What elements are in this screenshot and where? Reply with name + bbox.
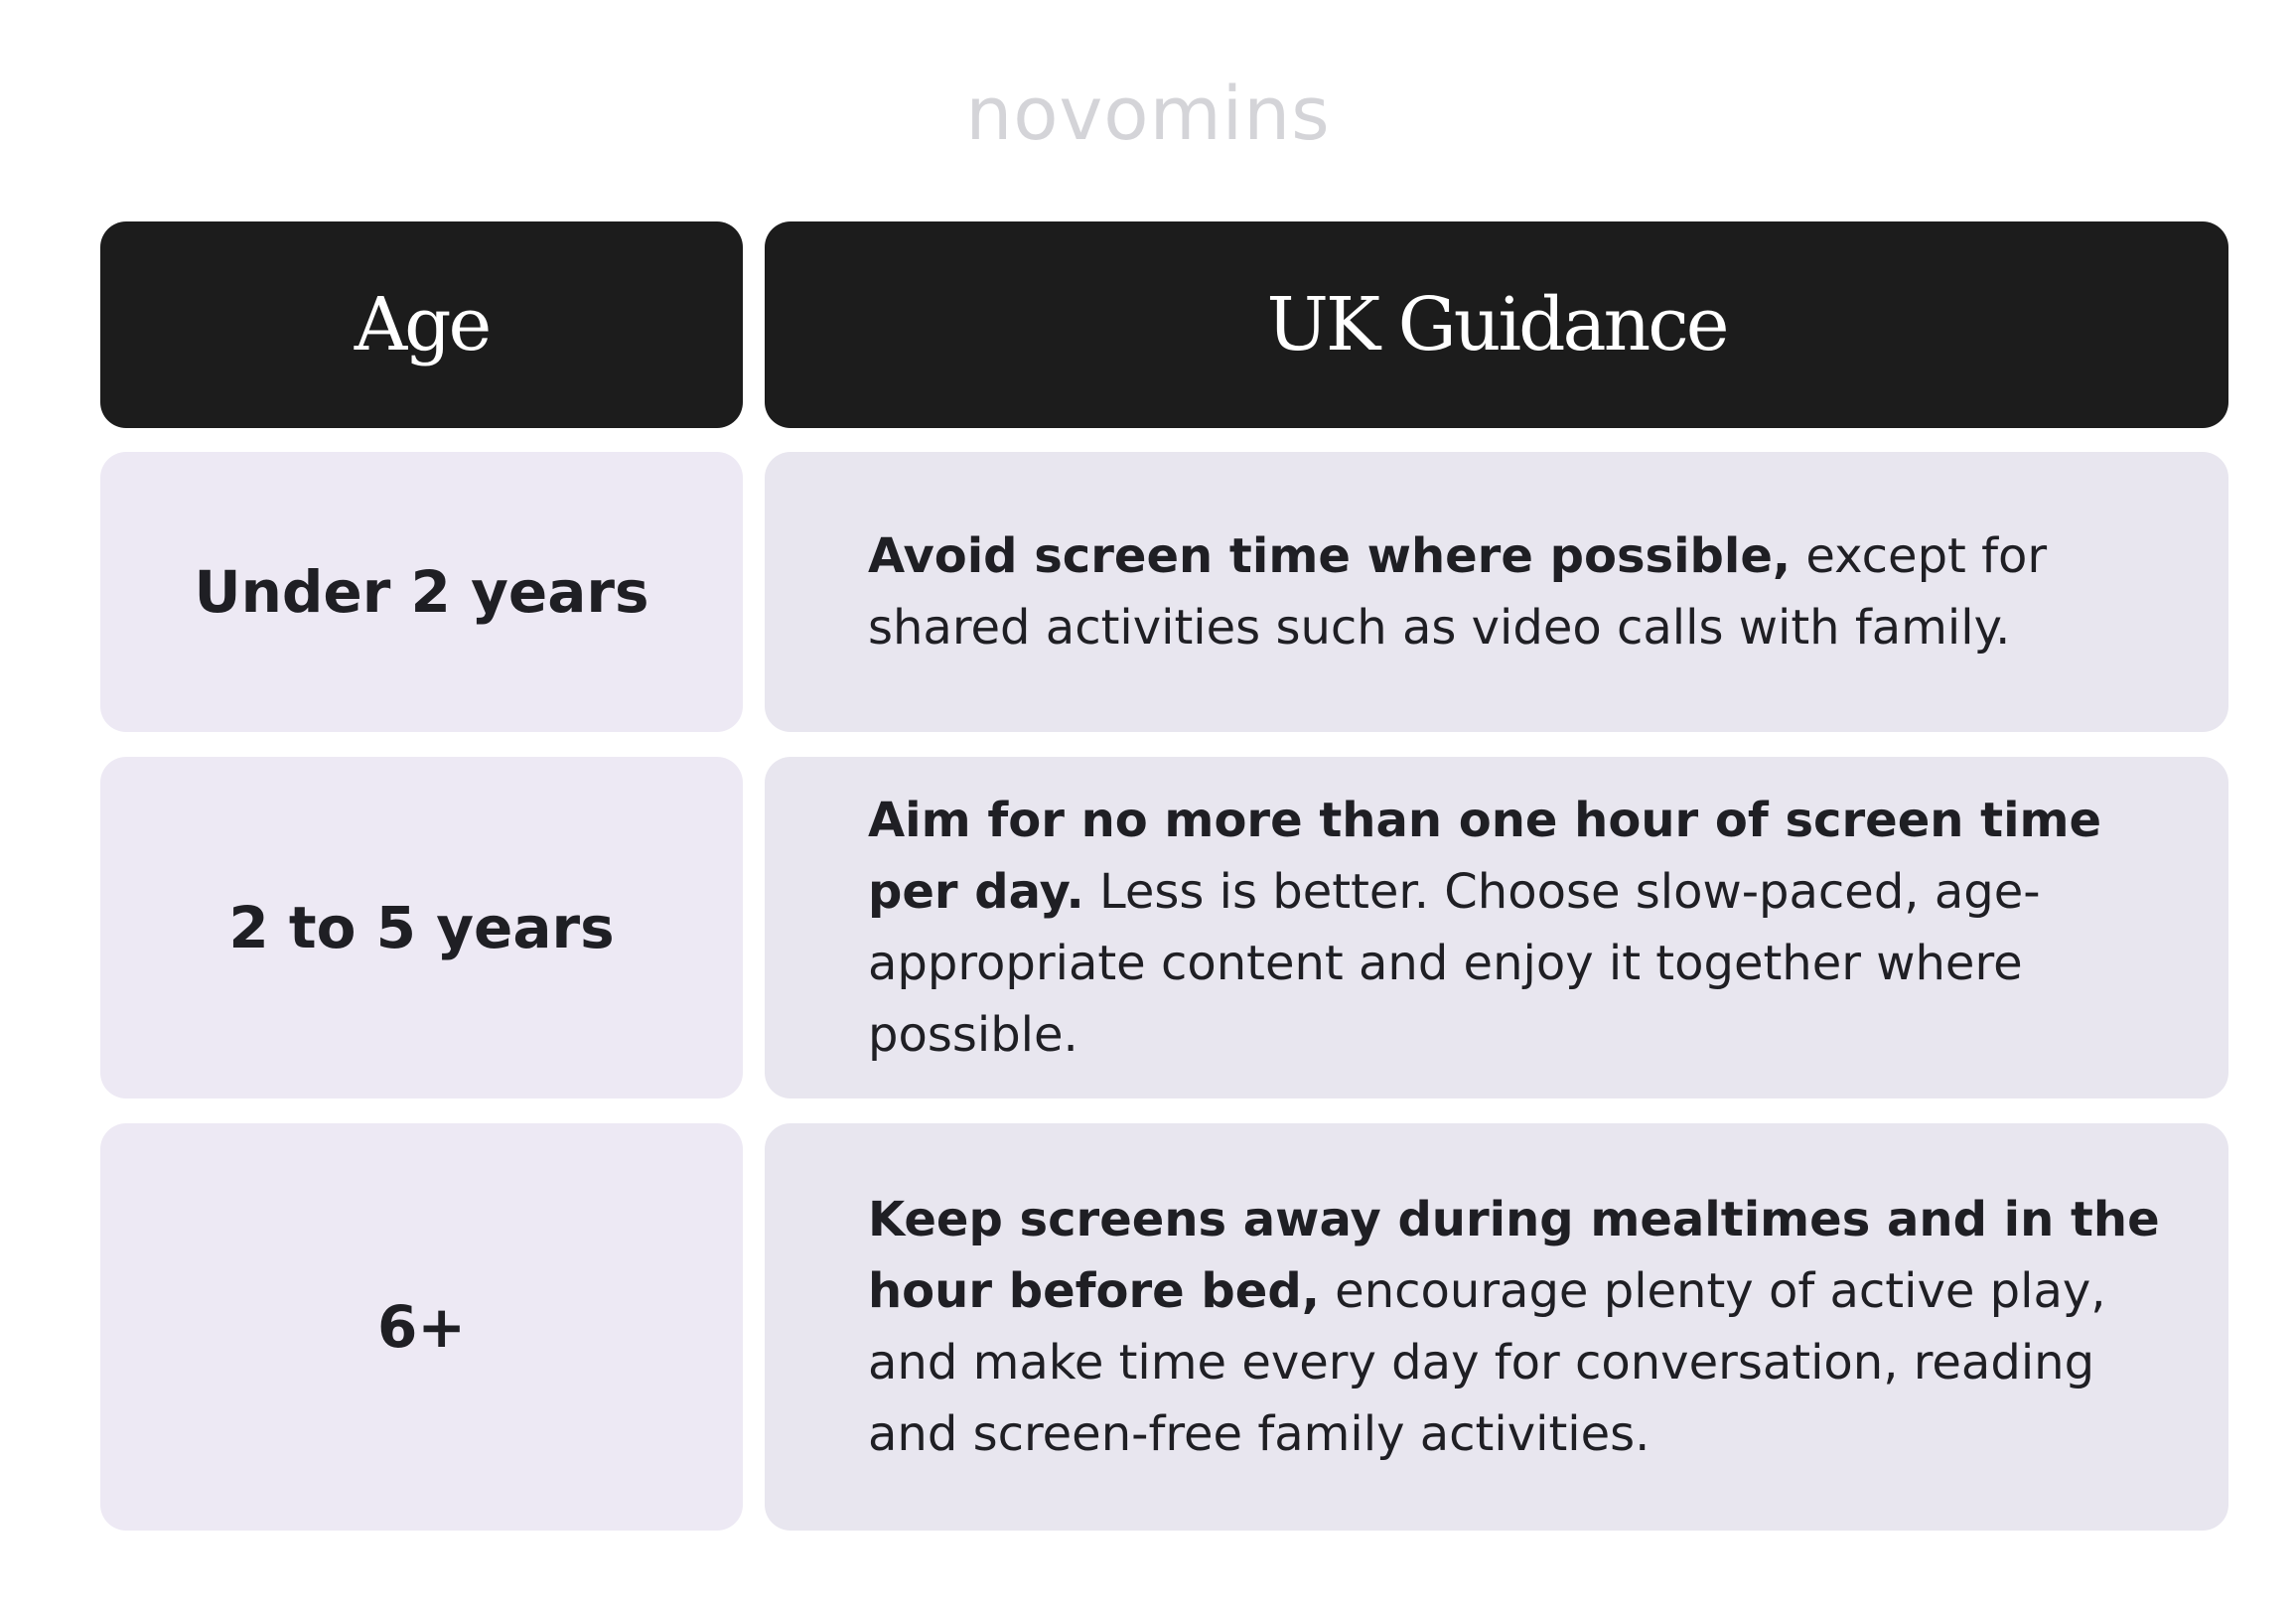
- guidance-text: [868, 520, 2169, 663]
- age-column-header: Age: [100, 221, 743, 428]
- guidance-emphasis: Avoid screen time where possible,: [868, 528, 1792, 584]
- guidance-cell-2-to-5: [765, 757, 2228, 1098]
- guidance-cell-6-plus: [765, 1123, 2228, 1531]
- age-cell-under-2: Under 2 years: [100, 452, 743, 732]
- guidance-text: [868, 785, 2169, 1071]
- guidance-detail: encourage plenty of active play, and make time every day for conversation, reading and screen-free family activities.: [868, 1263, 2106, 1462]
- guidance-cell-under-2: [765, 452, 2228, 732]
- age-cell-6-plus: 6+: [100, 1123, 743, 1531]
- guidance-detail: Less is better. Choose slow-paced, age-appropriate content and enjoy it together where possible.: [868, 864, 2041, 1063]
- brand-logo: novomins: [965, 72, 1331, 157]
- guidance-emphasis: Keep screens away during mealtimes and in the hour before bed,: [868, 1192, 2160, 1319]
- guidance-column-header: UK Guidance: [765, 221, 2228, 428]
- guidance-text: [868, 1184, 2169, 1470]
- guidance-detail: except for shared activities such as video calls with family.: [868, 528, 2048, 656]
- age-cell-2-to-5: 2 to 5 years: [100, 757, 743, 1098]
- guidance-emphasis: Aim for no more than one hour of screen time per day.: [868, 793, 2102, 920]
